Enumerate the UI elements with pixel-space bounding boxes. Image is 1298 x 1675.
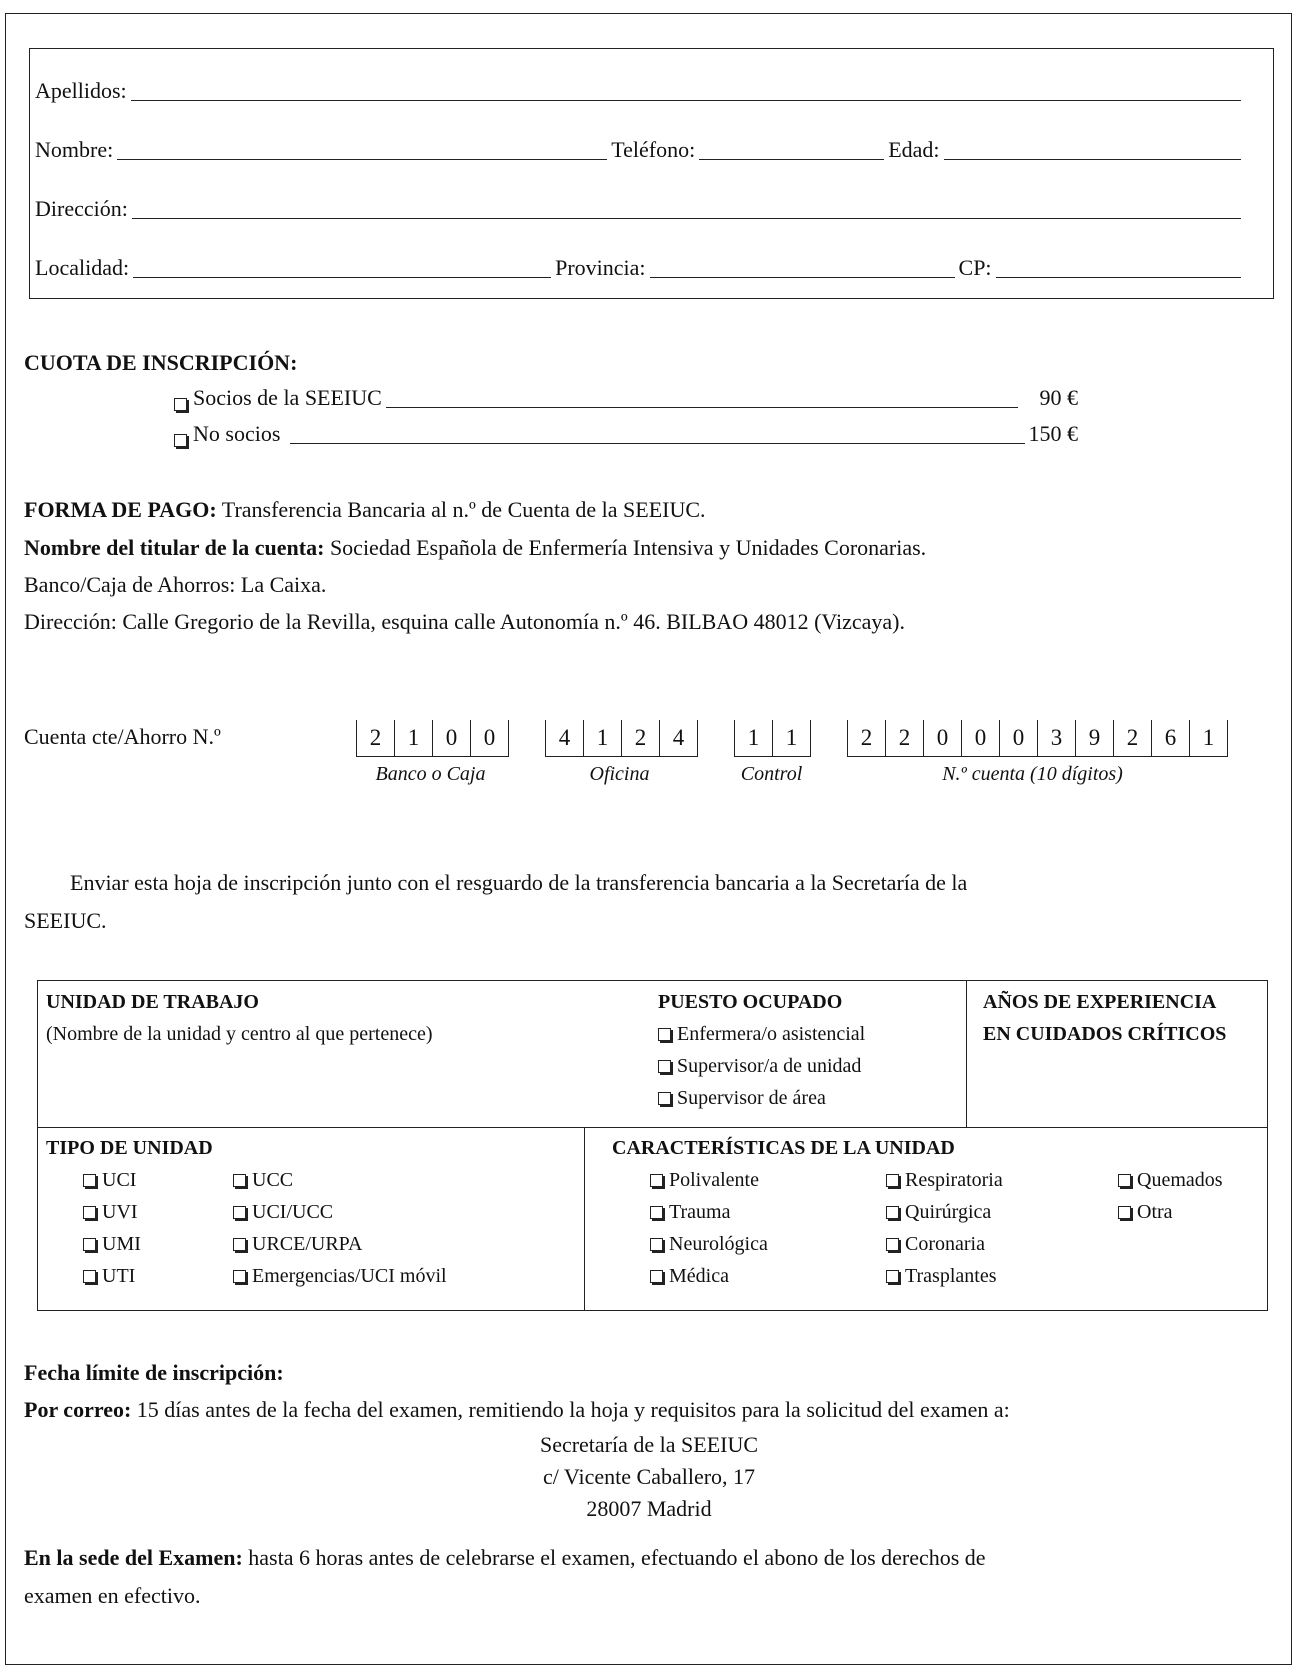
unit-option[interactable]: [233, 1169, 293, 1192]
anos-title-1: AÑOS DE EXPERIENCIA: [983, 991, 1217, 1013]
sede-label: En la sede del Examen:: [24, 1545, 243, 1570]
checkbox-icon[interactable]: [658, 1028, 671, 1041]
puesto-option[interactable]: [658, 1087, 826, 1110]
unit-option[interactable]: [233, 1233, 362, 1256]
option-label: URCE/URPA: [252, 1233, 363, 1255]
unit-option[interactable]: [233, 1265, 447, 1288]
work-info-table: [37, 980, 1268, 1311]
direccion-row: [35, 196, 1245, 222]
checkbox-icon[interactable]: [658, 1092, 671, 1105]
enviar-line1: Enviar esta hoja de inscripción junto con el resguardo de la transferencia bancaria a la Secretaría de la: [70, 870, 968, 895]
option-label: Quemados: [1137, 1169, 1223, 1191]
nombre-label: Nombre:: [35, 137, 114, 162]
account-digit[interactable]: 6: [1151, 720, 1189, 756]
option-label: Respiratoria: [905, 1169, 1003, 1191]
option-label: Trauma: [669, 1201, 731, 1223]
unidad-trabajo-subtitle: (Nombre de la unidad y centro al que pertenece): [46, 1023, 433, 1045]
direccion-field[interactable]: [132, 200, 1241, 219]
titular-text: Sociedad Española de Enfermería Intensiva y Unidades Coronarias.: [324, 535, 927, 560]
puesto-option[interactable]: [658, 1023, 865, 1046]
anos-title-2: EN CUIDADOS CRÍTICOS: [983, 1023, 1227, 1045]
apellidos-field[interactable]: [131, 82, 1241, 101]
unit-option[interactable]: [1118, 1201, 1173, 1224]
option-price: 150 €: [1028, 421, 1078, 446]
checkbox-icon[interactable]: [233, 1270, 246, 1283]
checkbox-icon[interactable]: [233, 1238, 246, 1251]
account-digit[interactable]: 1: [734, 720, 772, 756]
option-label: Polivalente: [669, 1169, 759, 1191]
checkbox-icon[interactable]: [886, 1174, 899, 1187]
tipo-title: TIPO DE UNIDAD: [46, 1137, 213, 1159]
cuota-option-socios[interactable]: [174, 385, 1078, 411]
option-label: Socios de la SEEIUC: [193, 385, 382, 410]
account-digit[interactable]: 2: [1113, 720, 1151, 756]
option-price: 90 €: [1039, 385, 1078, 410]
nombre-field[interactable]: [117, 141, 607, 160]
account-digit[interactable]: 4: [545, 720, 583, 756]
account-digit[interactable]: 1: [772, 720, 811, 756]
option-label: Supervisor/a de unidad: [677, 1055, 862, 1077]
option-label: UCI/UCC: [252, 1201, 334, 1223]
leader-line: [290, 425, 1024, 444]
caracteristicas-title: CARACTERÍSTICAS DE LA UNIDAD: [612, 1137, 955, 1159]
address-line: Secretaría de la SEEIUC: [539, 1432, 759, 1457]
account-digit[interactable]: 9: [1075, 720, 1113, 756]
cp-label: CP:: [958, 255, 992, 280]
checkbox-icon[interactable]: [233, 1174, 246, 1187]
por-correo: [24, 1397, 1010, 1423]
telefono-label: Teléfono:: [611, 137, 696, 162]
option-label: UTI: [102, 1265, 136, 1287]
option-label: UCI: [102, 1169, 137, 1191]
unit-option[interactable]: [886, 1169, 1003, 1192]
forma-pago-label: FORMA DE PAGO:: [24, 497, 217, 522]
account-digit[interactable]: 3: [1037, 720, 1075, 756]
divider: [584, 1127, 585, 1310]
account-digit[interactable]: 2: [356, 720, 394, 756]
provincia-label: Provincia:: [555, 255, 646, 280]
account-digit[interactable]: 0: [432, 720, 470, 756]
account-digit[interactable]: 0: [961, 720, 999, 756]
cp-field[interactable]: [996, 259, 1241, 278]
option-label: Quirúrgica: [905, 1201, 992, 1223]
divider: [38, 1127, 1267, 1128]
option-label: Supervisor de área: [677, 1087, 826, 1109]
account-digit[interactable]: 1: [583, 720, 621, 756]
checkbox-icon[interactable]: [233, 1206, 246, 1219]
cuenta-label: Cuenta cte/Ahorro N.º: [24, 724, 221, 749]
checkbox-icon[interactable]: [650, 1174, 663, 1187]
option-label: No socios: [193, 421, 281, 446]
account-digit[interactable]: 1: [394, 720, 432, 756]
option-label: Neurológica: [669, 1233, 768, 1255]
unit-option[interactable]: [83, 1233, 141, 1256]
checkbox-icon[interactable]: [650, 1206, 663, 1219]
account-group-label: N.º cuenta (10 dígitos): [942, 763, 1123, 785]
unit-option[interactable]: [1118, 1169, 1223, 1192]
unit-option[interactable]: [83, 1265, 135, 1288]
account-group-label: Oficina: [589, 763, 650, 785]
leader-line: [386, 389, 1018, 408]
unit-option[interactable]: [83, 1201, 138, 1224]
puesto-option[interactable]: [658, 1055, 861, 1078]
account-group-label: Banco o Caja: [375, 763, 486, 785]
unit-option[interactable]: [650, 1265, 729, 1288]
edad-field[interactable]: [944, 141, 1241, 160]
nombre-row: [35, 137, 1245, 163]
account-group: [734, 720, 811, 757]
telefono-field[interactable]: [699, 141, 884, 160]
checkbox-icon[interactable]: [83, 1270, 96, 1283]
titular-label: Nombre del titular de la cuenta:: [24, 535, 325, 560]
sede-examen: [24, 1545, 986, 1571]
titular: [24, 535, 926, 561]
localidad-label: Localidad:: [35, 255, 130, 280]
checkbox-icon[interactable]: [650, 1270, 663, 1283]
account-digit[interactable]: 4: [659, 720, 698, 756]
checkbox-icon[interactable]: [83, 1206, 96, 1219]
account-digit[interactable]: 0: [470, 720, 509, 756]
address-line: c/ Vicente Caballero, 17: [542, 1464, 756, 1489]
edad-label: Edad:: [888, 137, 940, 162]
checkbox-icon[interactable]: [886, 1270, 899, 1283]
banco: Banco/Caja de Ahorros: La Caixa.: [24, 572, 327, 597]
option-label: Emergencias/UCI móvil: [252, 1265, 447, 1287]
account-group: [356, 720, 509, 757]
option-label: Médica: [669, 1265, 729, 1287]
unit-option[interactable]: [650, 1233, 768, 1256]
unit-option[interactable]: [650, 1169, 759, 1192]
checkbox-icon[interactable]: [174, 398, 187, 411]
localidad-row: [35, 255, 1245, 281]
account-digit[interactable]: 0: [999, 720, 1037, 756]
secretaria-address: [0, 1429, 1298, 1525]
checkbox-icon[interactable]: [1118, 1206, 1131, 1219]
account-digit[interactable]: 2: [621, 720, 659, 756]
account-digit[interactable]: 2: [847, 720, 885, 756]
forma-pago: [24, 497, 706, 523]
por-correo-label: Por correo:: [24, 1397, 132, 1422]
unit-option[interactable]: [886, 1201, 991, 1224]
checkbox-icon[interactable]: [658, 1060, 671, 1073]
apellidos-row: [35, 78, 1245, 104]
option-label: Otra: [1137, 1201, 1173, 1223]
account-group: [545, 720, 698, 757]
option-label: UVI: [102, 1201, 138, 1223]
sede-text: hasta 6 horas antes de celebrarse el examen, efectuando el abono de los derechos de: [242, 1545, 986, 1570]
checkbox-icon[interactable]: [174, 434, 187, 447]
unit-option[interactable]: [233, 1201, 333, 1224]
account-group: [847, 720, 1228, 757]
checkbox-icon[interactable]: [83, 1238, 96, 1251]
enviar-line2: SEEIUC.: [24, 908, 107, 933]
address-line: 28007 Madrid: [586, 1496, 712, 1521]
direccion-label: Dirección:: [35, 196, 128, 221]
checkbox-icon[interactable]: [1118, 1174, 1131, 1187]
account-digit[interactable]: 2: [885, 720, 923, 756]
forma-pago-text: Transferencia Bancaria al n.º de Cuenta de la SEEIUC.: [216, 497, 706, 522]
puesto-title: PUESTO OCUPADO: [658, 991, 843, 1013]
unidad-trabajo-title: UNIDAD DE TRABAJO: [46, 991, 259, 1013]
account-digit[interactable]: 1: [1189, 720, 1228, 756]
option-label: Coronaria: [905, 1233, 985, 1255]
account-digit[interactable]: 0: [923, 720, 961, 756]
option-label: UMI: [102, 1233, 141, 1255]
localidad-field[interactable]: [133, 259, 551, 278]
account-group-label: Control: [740, 763, 803, 785]
checkbox-icon[interactable]: [650, 1238, 663, 1251]
provincia-field[interactable]: [650, 259, 955, 278]
por-correo-text: 15 días antes de la fecha del examen, remitiendo la hoja y requisitos para la solicitud del examen a:: [131, 1397, 1010, 1422]
apellidos-label: Apellidos:: [35, 78, 127, 103]
unit-option[interactable]: [83, 1169, 136, 1192]
cuota-option-no-socios[interactable]: [174, 421, 1078, 447]
cuota-heading: CUOTA DE INSCRIPCIÓN:: [24, 350, 298, 375]
unit-option[interactable]: [886, 1265, 996, 1288]
option-label: Trasplantes: [905, 1265, 997, 1287]
unit-option[interactable]: [886, 1233, 985, 1256]
checkbox-icon[interactable]: [886, 1206, 899, 1219]
fecha-heading: Fecha límite de inscripción:: [24, 1360, 284, 1385]
checkbox-icon[interactable]: [886, 1238, 899, 1251]
option-label: UCC: [252, 1169, 294, 1191]
sede-examen-line2: examen en efectivo.: [24, 1583, 201, 1608]
unit-option[interactable]: [650, 1201, 730, 1224]
banco-direccion: Dirección: Calle Gregorio de la Revilla, esquina calle Autonomía n.º 46. BILBAO 48012 (Vizcaya).: [24, 609, 905, 634]
option-label: Enfermera/o asistencial: [677, 1023, 866, 1045]
divider: [966, 981, 967, 1127]
checkbox-icon[interactable]: [83, 1174, 96, 1187]
